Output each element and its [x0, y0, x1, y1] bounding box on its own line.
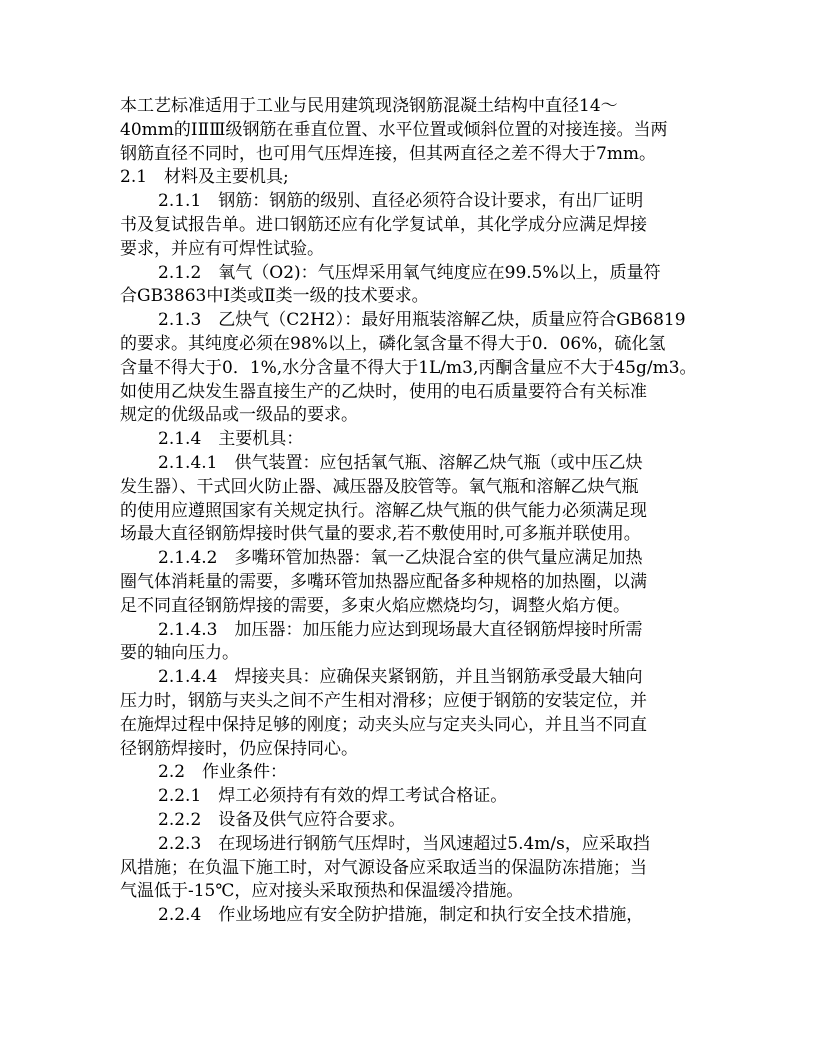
text-line: 2.1.3 乙炔气（C2H2）：最好用瓶装溶解乙炔，质量应符合GB6819	[158, 310, 686, 331]
text-line: 2.1.4 主要机具：	[158, 429, 304, 450]
text-line: 2.2.3 在现场进行钢筋气压焊时，当风速超过5.4m/s，应采取挡	[158, 833, 650, 854]
text-line: 在施焊过程中保持足够的刚度；动夹头应与定夹头同心，并且当不同直	[120, 714, 647, 735]
text-line: 2.1.4.3 加压器：加压能力应达到现场最大直径钢筋焊接时所需	[158, 619, 643, 640]
text-line: 2.1.4.1 供气装置：应包括氧气瓶、溶解乙炔气瓶（或中压乙炔	[158, 452, 643, 473]
text-line: 2.2.4 作业场地应有安全防护措施，制定和执行安全技术措施，	[158, 905, 644, 926]
text-line: 合GB3863中Ⅰ类或Ⅱ类一级的技术要求。	[120, 286, 429, 307]
text-line: 2.2 作业条件：	[158, 762, 288, 783]
text-line: 的要求。其纯度必须在98%以上，磷化氢含量不得大于0．06%，硫化氢	[120, 333, 666, 354]
text-line: 风措施；在负温下施工时，对气源设备应采取适当的保温防冻措施；当	[120, 857, 647, 878]
text-line: 要求，并应有可焊性试验。	[120, 238, 324, 259]
text-line: 40mm的ⅠⅡⅢ级钢筋在垂直位置、水平位置或倾斜位置的对接连接。当两	[120, 119, 668, 140]
text-line: 要的轴向压力。	[120, 643, 239, 664]
text-line: 含量不得大于0．1%,水分含量不得大于1L/m3,丙酮含量应不大于45g/m3。	[120, 357, 697, 378]
text-line: 发生器）、干式回火防止器、减压器及胶管等。氧气瓶和溶解乙炔气瓶	[120, 476, 639, 497]
text-line: 2.1.1 钢筋：钢筋的级别、直径必须符合设计要求，有出厂证明	[158, 191, 644, 212]
text-line: 圈气体消耗量的需要，多嘴环管加热器应配备多种规格的加热圈，以满	[120, 571, 647, 592]
text-line: 足不同直径钢筋焊接的需要，多束火焰应燃烧均匀，调整火焰方便。	[120, 595, 630, 616]
text-line: 如使用乙炔发生器直接生产的乙炔时，使用的电石质量要符合有关标准	[120, 381, 647, 402]
document-body	[120, 95, 704, 928]
text-line: 2.1 材料及主要机具;	[120, 167, 289, 188]
text-line: 场最大直径钢筋焊接时供气量的要求,若不敷使用时,可多瓶并联使用。	[120, 524, 641, 545]
text-line: 本工艺标准适用于工业与民用建筑现浇钢筋混凝土结构中直径14～	[120, 96, 618, 116]
text-line: 径钢筋焊接时，仍应保持同心。	[120, 738, 358, 759]
text-line: 2.2.2 设备及供气应符合要求。	[158, 809, 406, 830]
text-line: 的使用应遵照国家有关规定执行。溶解乙炔气瓶的供气能力必须满足现	[120, 500, 647, 521]
text-line: 钢筋直径不同时，也可用气压焊连接，但其两直径之差不得大于7mm。	[120, 143, 657, 164]
text-line: 2.1.4.2 多嘴环管加热器：氧一乙炔混合室的供气量应满足加热	[158, 548, 643, 569]
text-line: 压力时，钢筋与夹头之间不产生相对滑移；应便于钢筋的安装定位，并	[120, 690, 647, 711]
text-line: 书及复试报告单。进口钢筋还应有化学复试单，其化学成分应满足焊接	[120, 214, 647, 235]
text-line: 气温低于-15℃，应对接头采取预热和保温缓冷措施。	[120, 881, 524, 902]
text-line: 2.2.1 焊工必须持有有效的焊工考试合格证。	[158, 786, 508, 807]
text-line: 2.1.2 氧气（O2)：气压焊采用氧气纯度应在99.5%以上，质量符	[158, 262, 661, 283]
text-line: 规定的优级品或一级品的要求。	[120, 405, 358, 426]
text-line: 2.1.4.4 焊接夹具：应确保夹紧钢筋，并且当钢筋承受最大轴向	[158, 667, 643, 688]
